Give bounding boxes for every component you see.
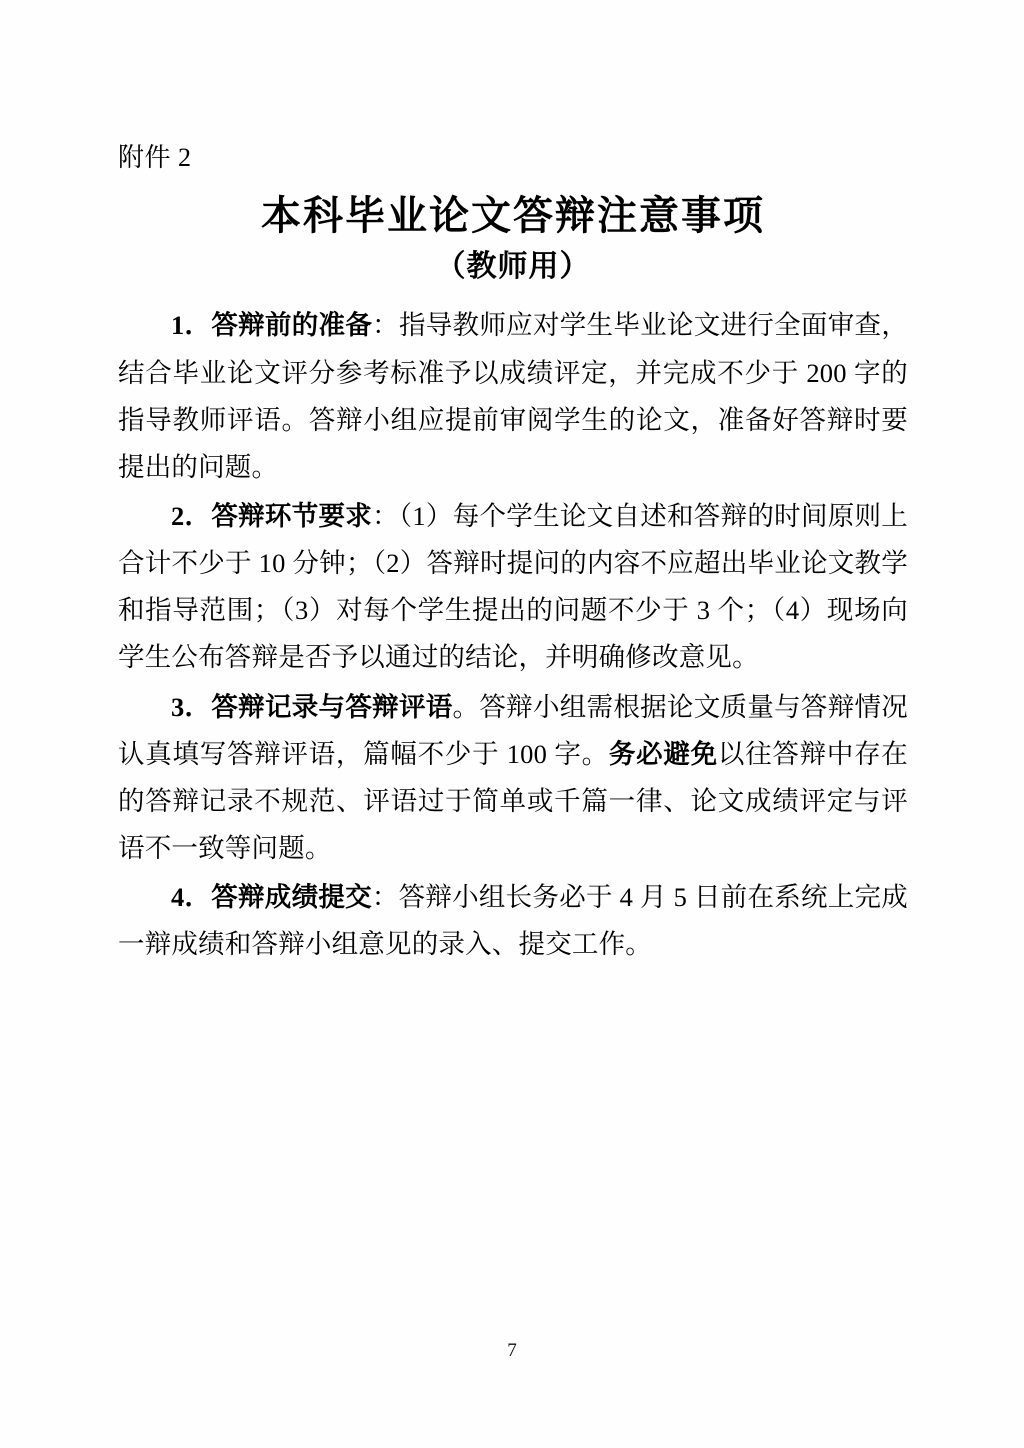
paragraph-3-emphasis: 务必避免 — [608, 738, 718, 769]
paragraph-3 — [118, 684, 908, 873]
attachment-label: 附件 2 — [118, 143, 192, 172]
paragraph-3-number: 3． — [171, 691, 212, 722]
paragraph-3-heading: 答辩记录与答辩评语 — [211, 691, 453, 722]
paragraph-2-heading: 答辩环节要求 — [211, 501, 373, 532]
paragraph-1-heading: 答辩前的准备 — [211, 310, 373, 341]
paragraph-2 — [118, 493, 908, 682]
paragraph-2-number: 2． — [171, 501, 212, 532]
paragraph-1-number: 1． — [171, 310, 212, 341]
page-title: 本科毕业论文答辩注意事项 — [261, 193, 765, 239]
paragraph-3-text-after: 以往答辩中存在的答辩记录不规范、评语过于简单或千篇一律、论文成绩评定与评语不一致等问题。 — [118, 738, 909, 864]
page-number: 7 — [507, 1340, 517, 1361]
paragraph-4-heading: 答辩成绩提交 — [211, 882, 372, 913]
paragraph-3-text-before: 。答辩小组需根据论文质量与答辩情况认真填写答辩评语，篇幅不少于 100 字。 — [118, 691, 909, 769]
paragraph-4 — [118, 874, 908, 968]
paragraph-1 — [118, 302, 908, 491]
page-subtitle: （教师用） — [435, 250, 591, 284]
paragraph-4-number: 4． — [171, 882, 212, 913]
document-body — [118, 140, 908, 971]
paragraph-1-text: ：指导教师应对学生毕业论文进行全面审查，结合毕业论文评分参考标准予以成绩评定，并完成不少于 200 字的指导教师评语。答辩小组应提前审阅学生的论文，准备好答辩时要提出的问题。 — [118, 310, 909, 482]
paragraph-4-text: ：答辩小组长务必于 4 月 5 日前在系统上完成一辩成绩和答辩小组意见的录入、提交工作。 — [118, 882, 908, 960]
paragraph-2-text: ：（1）每个学生论文自述和答辩的时间原则上合计不少于 10 分钟；（2）答辩时提问的内容不应超出毕业论文教学和指导范围；（3）对每个学生提出的问题不少于 3 个；（4）现场向学生公布答辩是否予以通过的结论，并明确修改意见。 — [118, 501, 909, 673]
